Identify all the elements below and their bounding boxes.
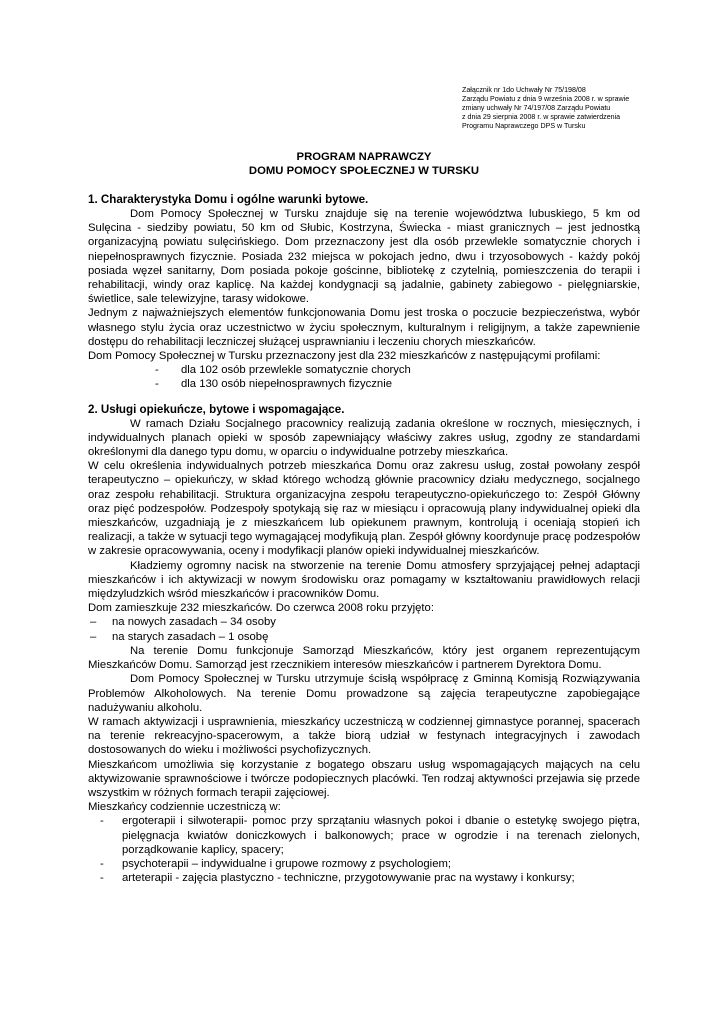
list-item-text: ergoterapii i silwoterapii- pomoc przy sprzątaniu własnych pokoi i dbanie o estetykę swojego piętra, pielęgnacja kwiatów doniczkowych i balkonowych; prace w ogrodzie i na terenach zielonych, porządkowanie kaplicy, spacery; <box>122 815 640 856</box>
annex-line: Zarządu Powiatu z dnia 9 września 2008 r. w sprawie <box>462 95 630 103</box>
annex-line: zmiany uchwały Nr 74/197/08 Zarządu Powiatu <box>462 104 611 112</box>
list-item <box>88 871 640 885</box>
section2-paragraph: W ramach aktywizacji i usprawnienia, mieszkańcy uczestniczą w codziennej gimnastyce porannej, spacerach na terenie rekreacyjno-spacerowym, a także biorą udział w festynach integracyjnych i zawodach dostosowanych do wieku i możliwości psychofizycznych. <box>88 715 640 757</box>
document-title-line1: PROGRAM NAPRAWCZY <box>296 151 432 163</box>
list-item <box>88 615 640 629</box>
document-title-line2: DOMU POMOCY SPOŁECZNEJ W TURSKU <box>248 165 480 177</box>
list-item-text: na nowych zasadach – 34 osoby <box>112 616 276 629</box>
section2-paragraph: W ramach Działu Socjalnego pracownicy realizują zadania określone w rocznych, miesięcznych, i indywidualnych planach opieki w sposób zapewniający właściwy zakres usług, zgodny ze standardami określonymi dla danego typu domu, w oparciu o indywidualne potrzeby mieszkańca. <box>88 417 640 459</box>
section2-paragraph: Mieszkańcom umożliwia się korzystanie z bogatego obszaru usług wspomagających mających na celu aktywizowanie sprawnościowe i twórcze podopiecznych placówki. Ten rodzaj aktywności przejawia się przede wszystkim w różnych formach terapii zajęciowej. <box>88 758 640 799</box>
section2-paragraph: Dom Pomocy Społecznej w Tursku utrzymuje ścisłą współpracę z Gminną Komisją Rozwiązywania Problemów Alkoholowych. Na terenie Domu prowadzone są zajęcia terapeutyczne zapobiegające nadużywaniu alkoholu. <box>88 673 640 714</box>
section2-heading: 2. Usługi opiekuńcze, bytowe i wspomagające. <box>88 402 345 416</box>
section1-paragraph: Jednym z najważniejszych elementów funkcjonowania Domu jest troska o poczucie bezpieczeństwa, wybór własnego stylu życia oraz uczestnictwo w życiu społecznym, kulturalnym i religijnym, a także zapewnienie dostępu do rehabilitacji leczniczej służącej usprawnianiu i leczeniu chorych mieszkańców. <box>88 307 640 348</box>
list-item-text: dla 102 osób przewlekle somatycznie chorych <box>181 364 411 377</box>
list-bullet: - <box>155 378 159 391</box>
list-item <box>88 857 640 871</box>
list-item <box>88 377 640 391</box>
annex-line: Programu Naprawczego DPS w Tursku <box>462 122 586 130</box>
list-item-text: dla 130 osób niepełnosprawnych fizycznie <box>181 378 393 391</box>
list-item-text: arteterapii - zajęcia plastyczno - techniczne, przygotowywanie prac na wystawy i konkursy; <box>122 872 575 885</box>
document-body <box>88 192 640 885</box>
section2-paragraph: Na terenie Domu funkcjonuje Samorząd Mieszkańców, który jest organem reprezentującym Mieszkańców Domu. Samorząd jest rzecznikiem interesów mieszkańców i partnerem Dyrektora Domu. <box>88 644 640 672</box>
profiles-list <box>88 363 640 391</box>
annex-line: z dnia 29 sierpnia 2008 r. w sprawie zatwierdzenia <box>462 113 621 121</box>
activities-list <box>88 814 640 885</box>
admissions-list <box>88 615 640 643</box>
section2-paragraph: Mieszkańcy codziennie uczestniczą w: <box>88 801 281 814</box>
annex-line: Załącznik nr 1do Uchwały Nr 75/198/08 <box>462 86 586 94</box>
list-bullet: - <box>100 815 104 828</box>
section1-heading: 1. Charakterystyka Domu i ogólne warunki bytowe. <box>88 193 369 206</box>
list-bullet: - <box>155 364 159 377</box>
section2-paragraph: Kładziemy ogromny nacisk na stworzenie na terenie Domu atmosfery sprzyjającej pełnej adaptacji mieszkańców i ich aktywizacji w nowym środowisku oraz pomagamy w kształtowaniu prawidłowych relacji międzyludzkich wśród mieszkańców i pracowników Domu. <box>88 559 640 601</box>
list-bullet: - <box>100 857 104 870</box>
list-bullet: – <box>90 616 97 629</box>
annex-note <box>462 86 662 131</box>
section2-paragraph: W celu określenia indywidualnych potrzeb mieszkańca Domu oraz zakresu usług, został powołany zespół terapeutyczno – opiekuńczy, w skład którego wchodzą głównie pracownicy działu medycznego, socjalnego oraz zespołu rehabilitacji. Struktura organizacyjna zespołu terapeutyczno-opiekuńczego to: Zespół Główny oraz pięć podzespołów. Podzespoły spotykają się raz w miesiącu i opracowują plany indywidualnej opieki dla mieszkańców, uzgadniają je z mieszkańcem lub opiekunem prawnym, kontrolują i oceniają stopień ich realizacji, a także w sytuacji tego wymagającej modyfikują plan. Zespół główny koordynuje pracę podzespołów w zakresie opracowywania, oceny i modyfikacji planów opieki indywidualnej mieszkańców. <box>88 460 640 558</box>
list-item-text: psychoterapii – indywidualne i grupowe rozmowy z psychologiem; <box>122 857 452 870</box>
section2-paragraph: Dom zamieszkuje 232 mieszkańców. Do czerwca 2008 roku przyjęto: <box>88 602 434 615</box>
list-bullet: - <box>100 872 104 885</box>
section1-paragraph: Dom Pomocy Społecznej w Tursku przeznaczony jest dla 232 mieszkańców z następującymi profilami: <box>88 350 601 363</box>
list-item <box>88 630 640 644</box>
section1-paragraph: Dom Pomocy Społecznej w Tursku znajduje się na terenie województwa lubuskiego, 5 km od Sulęcina - siedziby powiatu, 50 km od Słubic, Kostrzyna, Świecka - miast granicznych – jest jednostką organizacyjną powiatu sulęcińskiego. Dom przeznaczony jest dla osób przewlekle somatycznie chorych i niepełnosprawnych fizycznie. Posiada 232 miejsca w pokojach jedno, dwu i trzyosobowych - każdy pokój posiada węzeł sanitarny, Dom posiada pokoje gościnne, bibliotekę z czytelnią, pomieszczenia do terapii i rehabilitacji, windy oraz kaplicę. Na każdej kondygnacji są jadalnie, gabinety zabiegowo - pielęgniarskie, świetlice, sale telewizyjne, tarasy widokowe. <box>88 208 640 306</box>
list-bullet: – <box>90 630 97 643</box>
list-item-text: na starych zasadach – 1 osobę <box>112 630 269 643</box>
list-item <box>88 363 640 377</box>
list-item <box>88 814 640 857</box>
